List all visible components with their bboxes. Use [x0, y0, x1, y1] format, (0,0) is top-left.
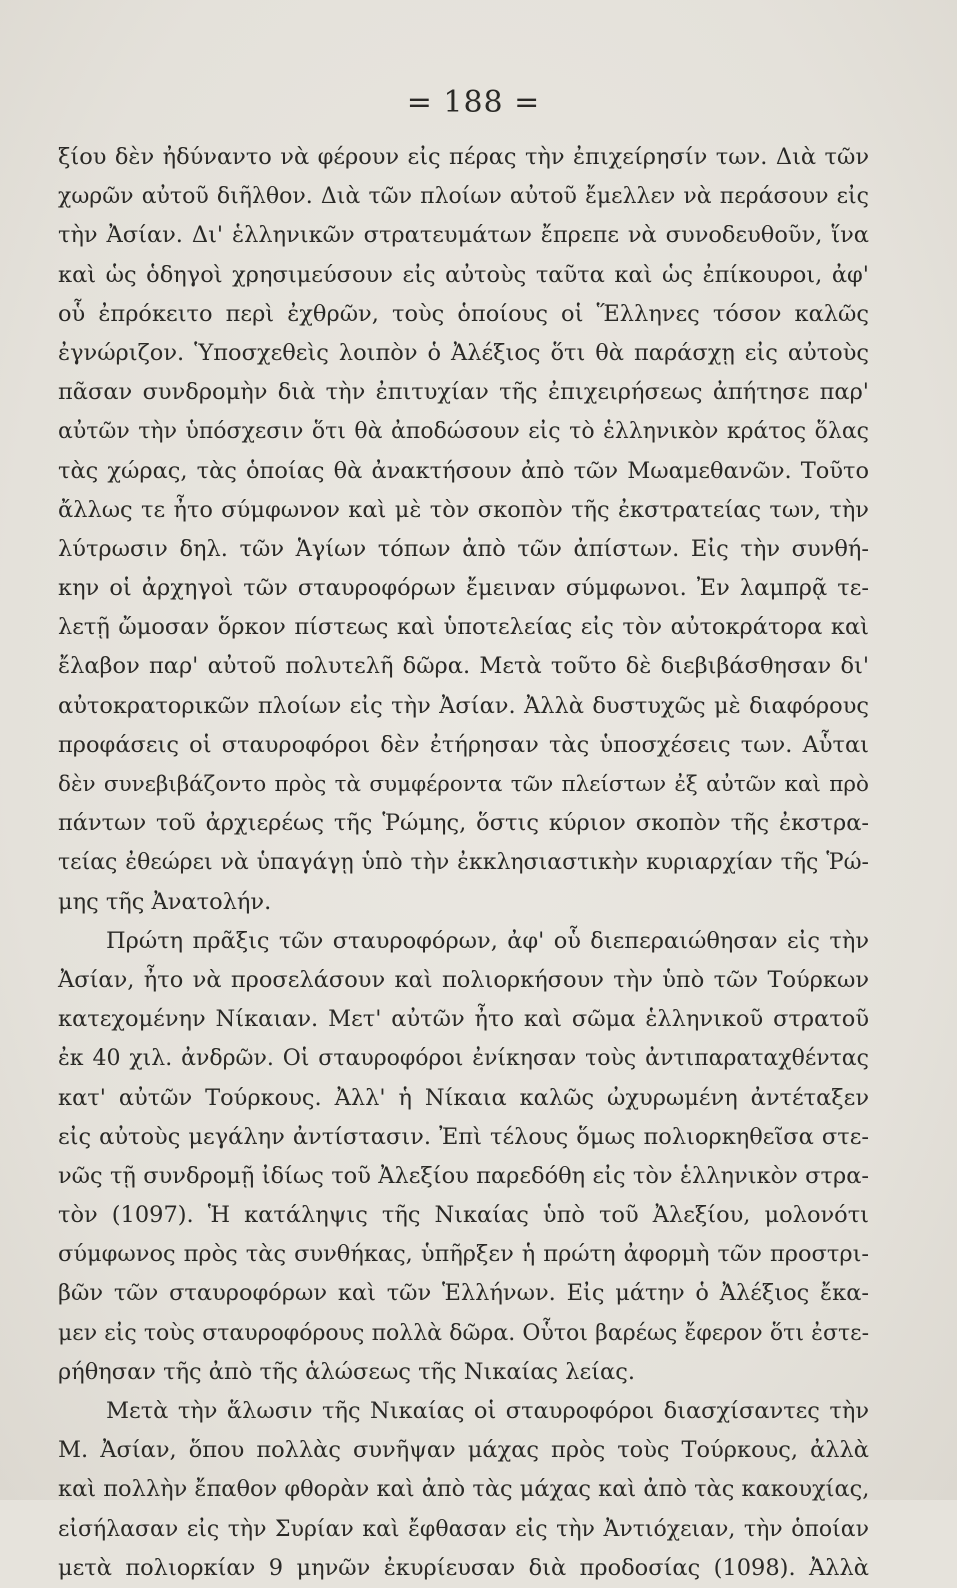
text-line: προφάσεις οἱ σταυροφόροι δὲν ἐτήρησαν τὰς ὑποσχέσεις των. Αὗται — [58, 731, 869, 758]
text-line: Ἀσίαν, ἦτο νὰ προσελάσουν καὶ πολιορκήσουν τὴν ὑπὸ τῶν Τούρκων — [58, 966, 869, 993]
text-line: τὴν Ἀσίαν. Δι' ἑλληνικῶν στρατευμάτων ἔπρεπε νὰ συνοδευθοῦν, ἵνα — [58, 222, 869, 249]
text-line: ξίου δὲν ἠδύναντο νὰ φέρουν εἰς πέρας τὴν ἐπιχείρησίν των. Διὰ τῶν — [58, 144, 869, 170]
text-line: τὸν (1097). Ἡ κατάληψις τῆς Νικαίας ὑπὸ τοῦ Ἀλεξίου, μολονότι — [58, 1202, 869, 1229]
text-body — [58, 138, 869, 1588]
paragraph — [58, 922, 869, 1392]
text-line: ρήθησαν τῆς ἀπὸ τῆς ἁλώσεως τῆς Νικαίας λείας. — [58, 1358, 635, 1385]
text-line: Μ. Ἀσίαν, ὅπου πολλὰς συνῆψαν μάχας πρὸς τοὺς Τούρκους, ἀλλὰ — [58, 1437, 869, 1464]
text-line: χωρῶν αὐτοῦ διῆλθον. Διὰ τῶν πλοίων αὐτοῦ ἔμελλεν νὰ περάσουν εἰς — [58, 184, 869, 210]
text-line: ἐκ 40 χιλ. ἀνδρῶν. Οἱ σταυροφόροι ἐνίκησαν τοὺς ἀντιπαραταχθέντας — [58, 1046, 869, 1072]
text-line: Μετὰ τὴν ἅλωσιν τῆς Νικαίας οἱ σταυροφόροι διασχίσαντες τὴν — [106, 1398, 869, 1424]
text-line: δὲν συνεβιβάζοντο πρὸς τὰ συμφέροντα τῶν πλείστων ἐξ αὐτῶν καὶ πρὸ — [58, 772, 869, 797]
text-line: μετὰ πολιορκίαν 9 μηνῶν ἐκυρίευσαν διὰ προδοσίας (1098). Ἀλλὰ — [58, 1554, 869, 1581]
text-line: λετῇ ὤμοσαν ὅρκον πίστεως καὶ ὑποτελείας εἰς τὸν αὐτοκράτορα καὶ — [58, 614, 869, 641]
page-number: = 188 = — [406, 85, 541, 120]
text-line: κατεχομένην Νίκαιαν. Μετ' αὐτῶν ἦτο καὶ σῶμα ἑλληνικοῦ στρατοῦ — [58, 1006, 869, 1033]
text-line: σύμφωνος πρὸς τὰς συνθήκας, ὑπῆρξεν ἡ πρώτη ἀφορμὴ τῶν προστρι- — [58, 1241, 869, 1268]
text-line: Πρώτη πρᾶξις τῶν σταυροφόρων, ἀφ' οὗ διεπεραιώθησαν εἰς τὴν — [106, 927, 869, 954]
text-line: κατ' αὐτῶν Τούρκους. Ἀλλ' ἡ Νίκαια καλῶς ὠχυρωμένη ἀντέταξεν — [58, 1084, 869, 1111]
text-line: τὰς χώρας, τὰς ὁποίας θὰ ἀνακτήσουν ἀπὸ τῶν Μωαμεθανῶν. Τοῦτο — [58, 457, 869, 484]
text-line: εἰς αὐτοὺς μεγάλην ἀντίστασιν. Ἐπὶ τέλους ὅμως πολιορκηθεῖσα στε- — [58, 1123, 869, 1150]
text-line: τείας ἐθεώρει νὰ ὑπαγάγῃ ὑπὸ τὴν ἐκκλησιαστικὴν κυριαρχίαν τῆς Ῥώ- — [58, 850, 869, 876]
text-line: πᾶσαν συνδρομὴν διὰ τὴν ἐπιτυχίαν τῆς ἐπιχειρήσεως ἀπήτησε παρ' — [58, 379, 869, 406]
text-line: ἐγνώριζον. Ὑποσχεθεὶς λοιπὸν ὁ Ἀλέξιος ὅτι θὰ παράσχῃ εἰς αὐτοὺς — [58, 339, 869, 366]
text-line: οὗ ἐπρόκειτο περὶ ἐχθρῶν, τοὺς ὁποίους οἱ Ἕλληνες τόσον καλῶς — [58, 300, 869, 327]
text-line: αὐτοκρατορικῶν πλοίων εἰς τὴν Ἀσίαν. Ἀλλὰ δυστυχῶς μὲ διαφόρους — [58, 692, 869, 719]
text-line: ἄλλως τε ἦτο σύμφωνον καὶ μὲ τὸν σκοπὸν τῆς ἐκστρατείας των, τὴν — [58, 496, 869, 523]
text-line: μης τῆς Ἀνατολήν. — [58, 888, 272, 915]
text-line: κην οἱ ἀρχηγοὶ τῶν σταυροφόρων ἔμειναν σύμφωνοι. Ἐν λαμπρᾷ τε- — [58, 575, 869, 602]
paragraph — [58, 1392, 869, 1588]
text-line: εἰσήλασαν εἰς τὴν Συρίαν καὶ ἔφθασαν εἰς τὴν Ἀντιόχειαν, τὴν ὁποίαν — [58, 1516, 869, 1542]
text-line: ἔλαβον παρ' αὐτοῦ πολυτελῆ δῶρα. Μετὰ τοῦτο δὲ διεβιβάσθησαν δι' — [58, 653, 869, 680]
text-line: αὐτῶν τὴν ὑπόσχεσιν ὅτι θὰ ἀποδώσουν εἰς τὸ ἑλληνικὸν κράτος ὅλας — [58, 419, 869, 445]
text-line: καὶ ὡς ὁδηγοὶ χρησιμεύσουν εἰς αὐτοὺς ταῦτα καὶ ὡς ἐπίκουροι, ἀφ' — [58, 261, 869, 288]
text-line: πάντων τοῦ ἀρχιερέως τῆς Ῥώμης, ὅστις κύριον σκοπὸν τῆς ἐκστρα- — [58, 810, 869, 837]
text-line: λύτρωσιν δηλ. τῶν Ἁγίων τόπων ἀπὸ τῶν ἀπίστων. Εἰς τὴν συνθή- — [58, 535, 869, 562]
text-line: νῶς τῇ συνδρομῇ ἰδίως τοῦ Ἀλεξίου παρεδόθη εἰς τὸν ἑλληνικὸν στρα- — [58, 1162, 869, 1189]
text-line: μεν εἰς τοὺς σταυροφόρους πολλὰ δῶρα. Οὗτοι βαρέως ἔφερον ὅτι ἐστε- — [58, 1320, 869, 1346]
paragraph — [58, 138, 869, 922]
text-line: καὶ πολλὴν ἔπαθον φθορὰν καὶ ἀπὸ τὰς μάχας καὶ ἀπὸ τὰς κακουχίας, — [58, 1476, 870, 1503]
text-line: βῶν τῶν σταυροφόρων καὶ τῶν Ἑλλήνων. Εἰς μάτην ὁ Ἀλέξιος ἔκα- — [58, 1280, 869, 1307]
